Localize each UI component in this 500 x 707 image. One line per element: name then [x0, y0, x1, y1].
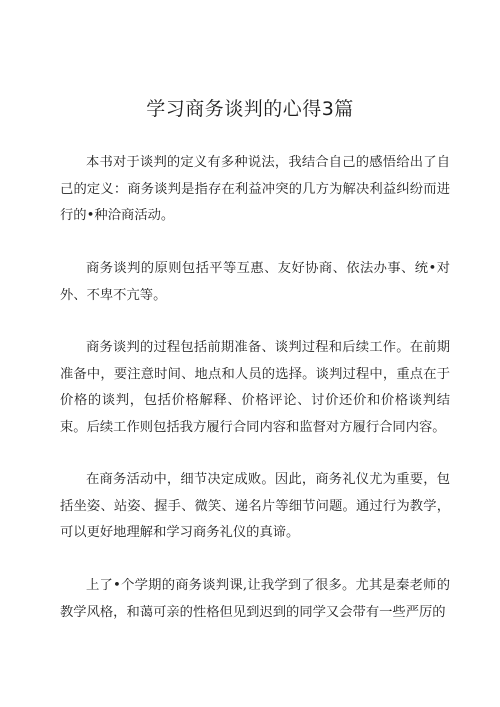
paragraph-principles: 商务谈判的原则包括平等互惠、友好协商、依法办事、统•对外、不卑不亢等。	[60, 261, 450, 303]
document-title: 学习商务谈判的心得3篇	[146, 98, 354, 120]
paragraph-process: 商务谈判的过程包括前期准备、谈判过程和后续工作。在前期准备中，要注意时间、地点和人员的选择。谈判过程中，重点在于价格的谈判，包括价格解释、价格评论、讨价还价和价格谈判结束。后续工作则包括我方履行合同内容和监督对方履行合同内容。	[60, 340, 450, 435]
paragraph-definition: 本书对于谈判的定义有多种说法，我结合自己的感悟给出了自己的定义：商务谈判是指存在利益冲突的几方为解决利益纠纷而进行的•种洽商活动。	[60, 155, 450, 223]
paragraph-etiquette: 在商务活动中，细节决定成败。因此，商务礼仪尤为重要，包括坐姿、站姿、握手、微笑、递名片等细节问题。通过行为教学，可以更好地理解和学习商务礼仪的真谛。	[60, 472, 450, 540]
paragraph-course-reflection: 上了•个学期的商务谈判课,让我学到了很多。尤其是秦老师的教学风格，和蔼可亲的性格但见到迟到的同学又会带有一些严厉的	[60, 578, 450, 620]
